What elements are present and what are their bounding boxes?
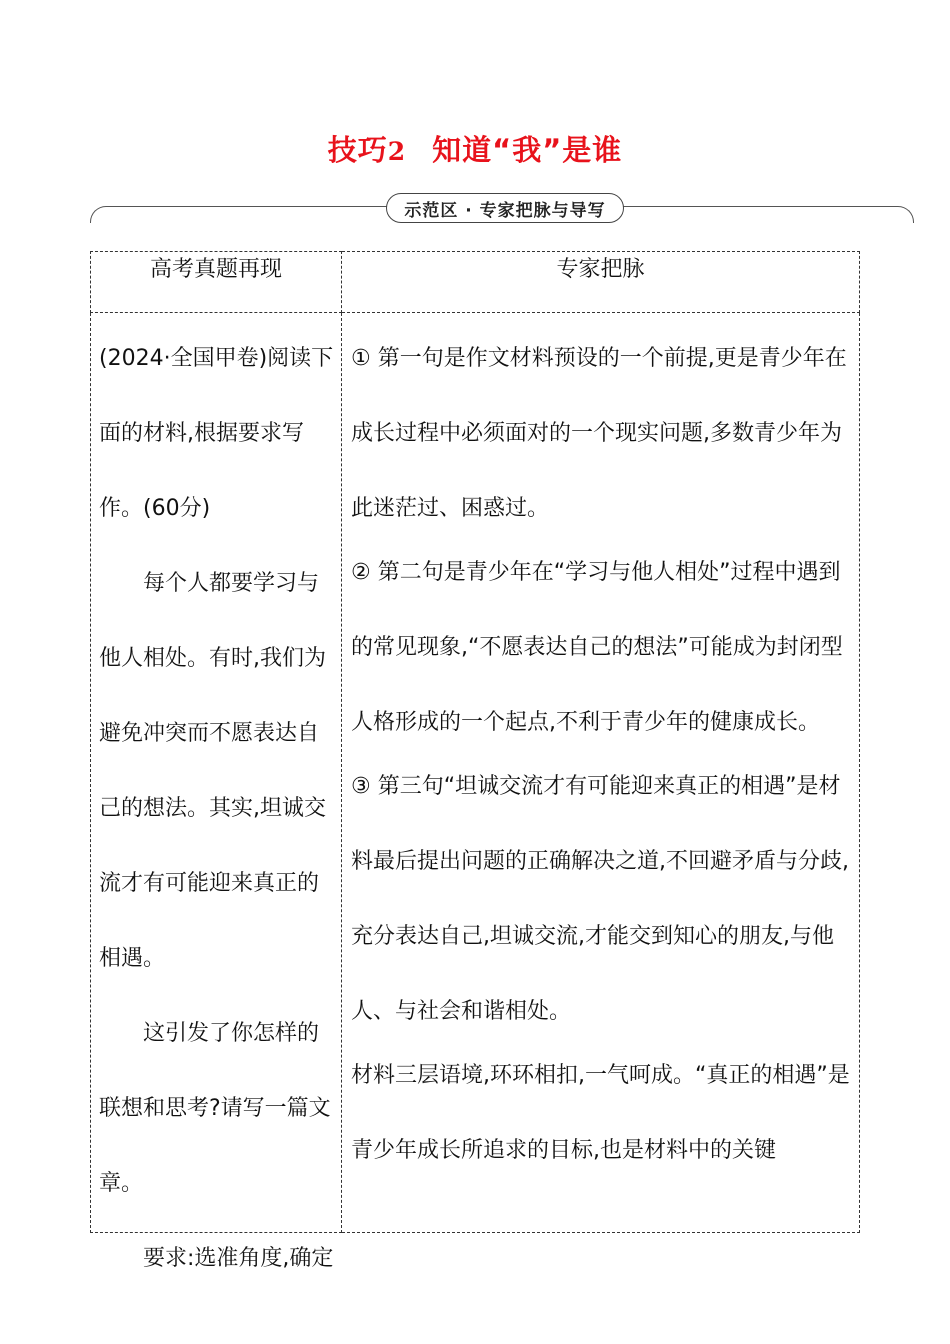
exam-question-cell bbox=[91, 313, 342, 1271]
question-requirements: 要求:选准角度,确定 bbox=[143, 1246, 334, 1271]
header-exam-question: 高考真题再现 bbox=[91, 252, 342, 313]
table-header-row bbox=[91, 252, 860, 313]
question-prompt: 这引发了你怎样的联想和思考?请写一篇文章。 bbox=[99, 1021, 331, 1196]
analysis-point-1: ① 第一句是作文材料预设的一个前提,更是青少年在成长过程中必须面对的一个现实问题,多数青少年为此迷茫过、困惑过。 bbox=[351, 346, 847, 521]
title-text: 知道“我”是谁 bbox=[432, 133, 623, 167]
question-intro: (2024·全国甲卷)阅读下面的材料,根据要求写作。(60分) bbox=[99, 346, 334, 521]
table-row bbox=[91, 313, 860, 1233]
question-material: 每个人都要学习与他人相处。有时,我们为避免冲突而不愿表达自己的想法。其实,坦诚交流才有可能迎来真正的相遇。 bbox=[99, 571, 326, 971]
analysis-point-3: ③ 第三句“坦诚交流才有可能迎来真正的相遇”是材料最后提出问题的正确解决之道,不回避矛盾与分歧,充分表达自己,坦诚交流,才能交到知心的朋友,与他人、与社会和谐相处。 bbox=[351, 774, 849, 1024]
title-number: 2 bbox=[387, 137, 407, 166]
analysis-table bbox=[90, 251, 860, 1271]
title-prefix: 技巧 bbox=[327, 133, 388, 167]
analysis-summary: 材料三层语境,环环相扣,一气呵成。“真正的相遇”是青少年成长所追求的目标,也是材料中的关键 bbox=[351, 1063, 850, 1163]
analysis-point-2: ② 第二句是青少年在“学习与他人相处”过程中遇到的常见现象,“不愿表达自己的想法”可能成为封闭型人格形成的一个起点,不利于青少年的健康成长。 bbox=[351, 560, 843, 735]
section-title bbox=[0, 128, 950, 169]
header-expert-analysis: 专家把脉 bbox=[342, 252, 860, 313]
expert-analysis-cell bbox=[342, 313, 860, 1233]
section-banner: 示范区 · 专家把脉与导写 bbox=[386, 193, 624, 223]
